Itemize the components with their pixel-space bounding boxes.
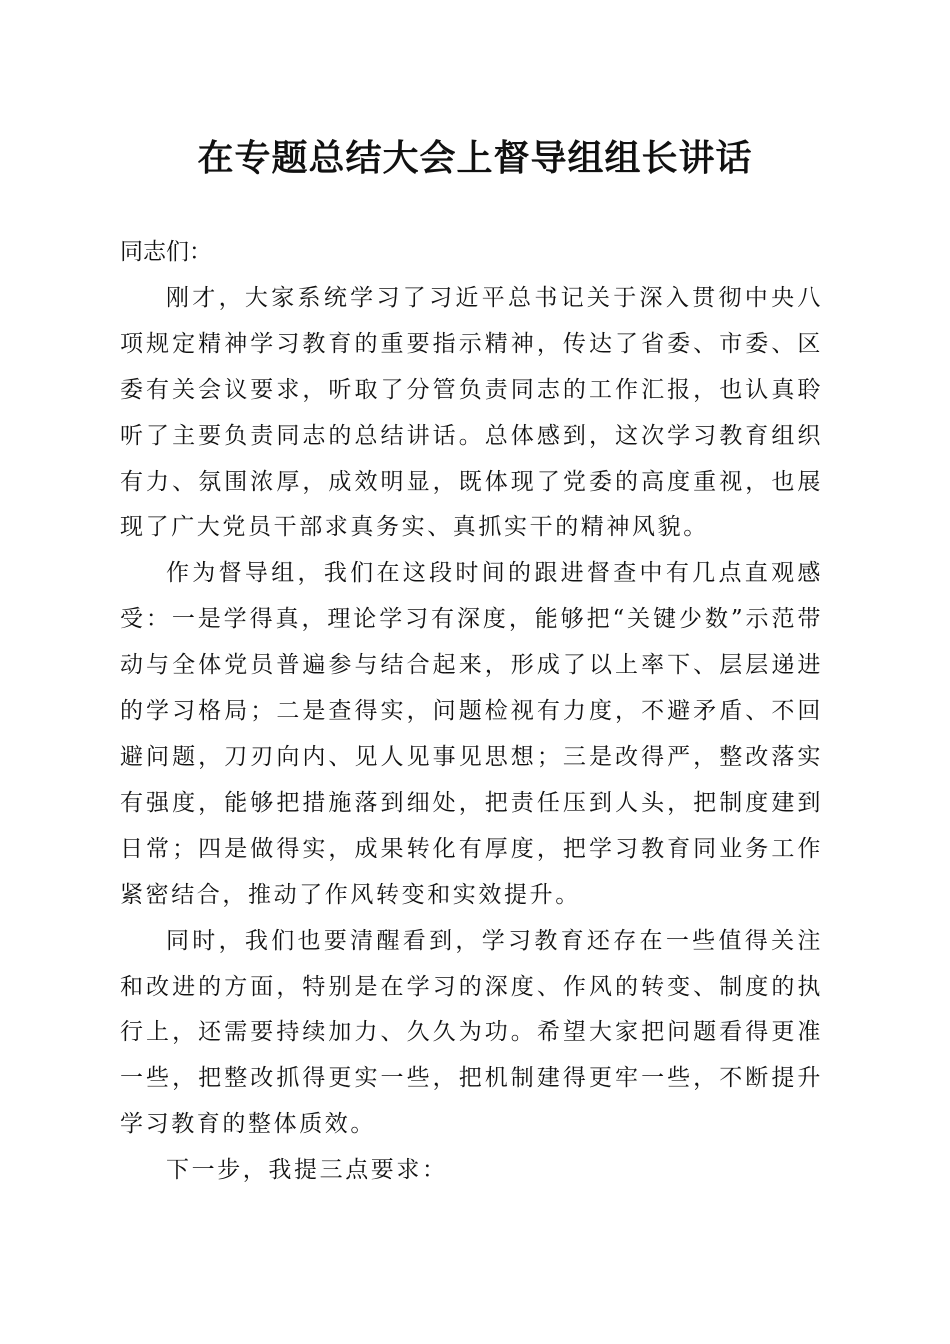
salutation: 同志们： xyxy=(120,239,212,265)
document-title: 在专题总结大会上督导组组长讲话 xyxy=(197,137,753,179)
paragraph-improvements: 同时，我们也要清醒看到，学习教育还存在一些值得关注和改进的方面，特别是在学习的深度、作风的转变、制度的执行上，还需要持续加力、久久为功。希望大家把问题看得更准一些，把整改抓得更实一些，把机制建得更牢一些，不断提升学习教育的整体质效。 xyxy=(120,927,823,1138)
document-body xyxy=(120,230,823,1194)
paragraph-next-steps: 下一步，我提三点要求： xyxy=(166,1157,448,1184)
paragraph-observations: 作为督导组，我们在这段时间的跟进督查中有几点直观感受：一是学得真，理论学习有深度，能够把“关键少数”示范带动与全体党员普遍参与结合起来，形成了以上率下、层层递进的学习格局；二是查得实，问题检视有力度，不避矛盾、不回避问题，刀刃向内、见人见事见思想；三是改得严，整改落实有强度，能够把措施落到细处，把责任压到人头，把制度建到日常；四是做得实，成果转化有厚度，把学习教育同业务工作紧密结合，推动了作风转变和实效提升。 xyxy=(120,560,823,908)
paragraph-opening-remarks: 刚才，大家系统学习了习近平总书记关于深入贯彻中央八项规定精神学习教育的重要指示精神，传达了省委、市委、区委有关会议要求，听取了分管负责同志的工作汇报，也认真聆听了主要负责同志的总结讲话。总体感到，这次学习教育组织有力、氛围浓厚，成效明显，既体现了党委的高度重视，也展现了广大党员干部求真务实、真抓实干的精神风貌。 xyxy=(120,284,823,541)
